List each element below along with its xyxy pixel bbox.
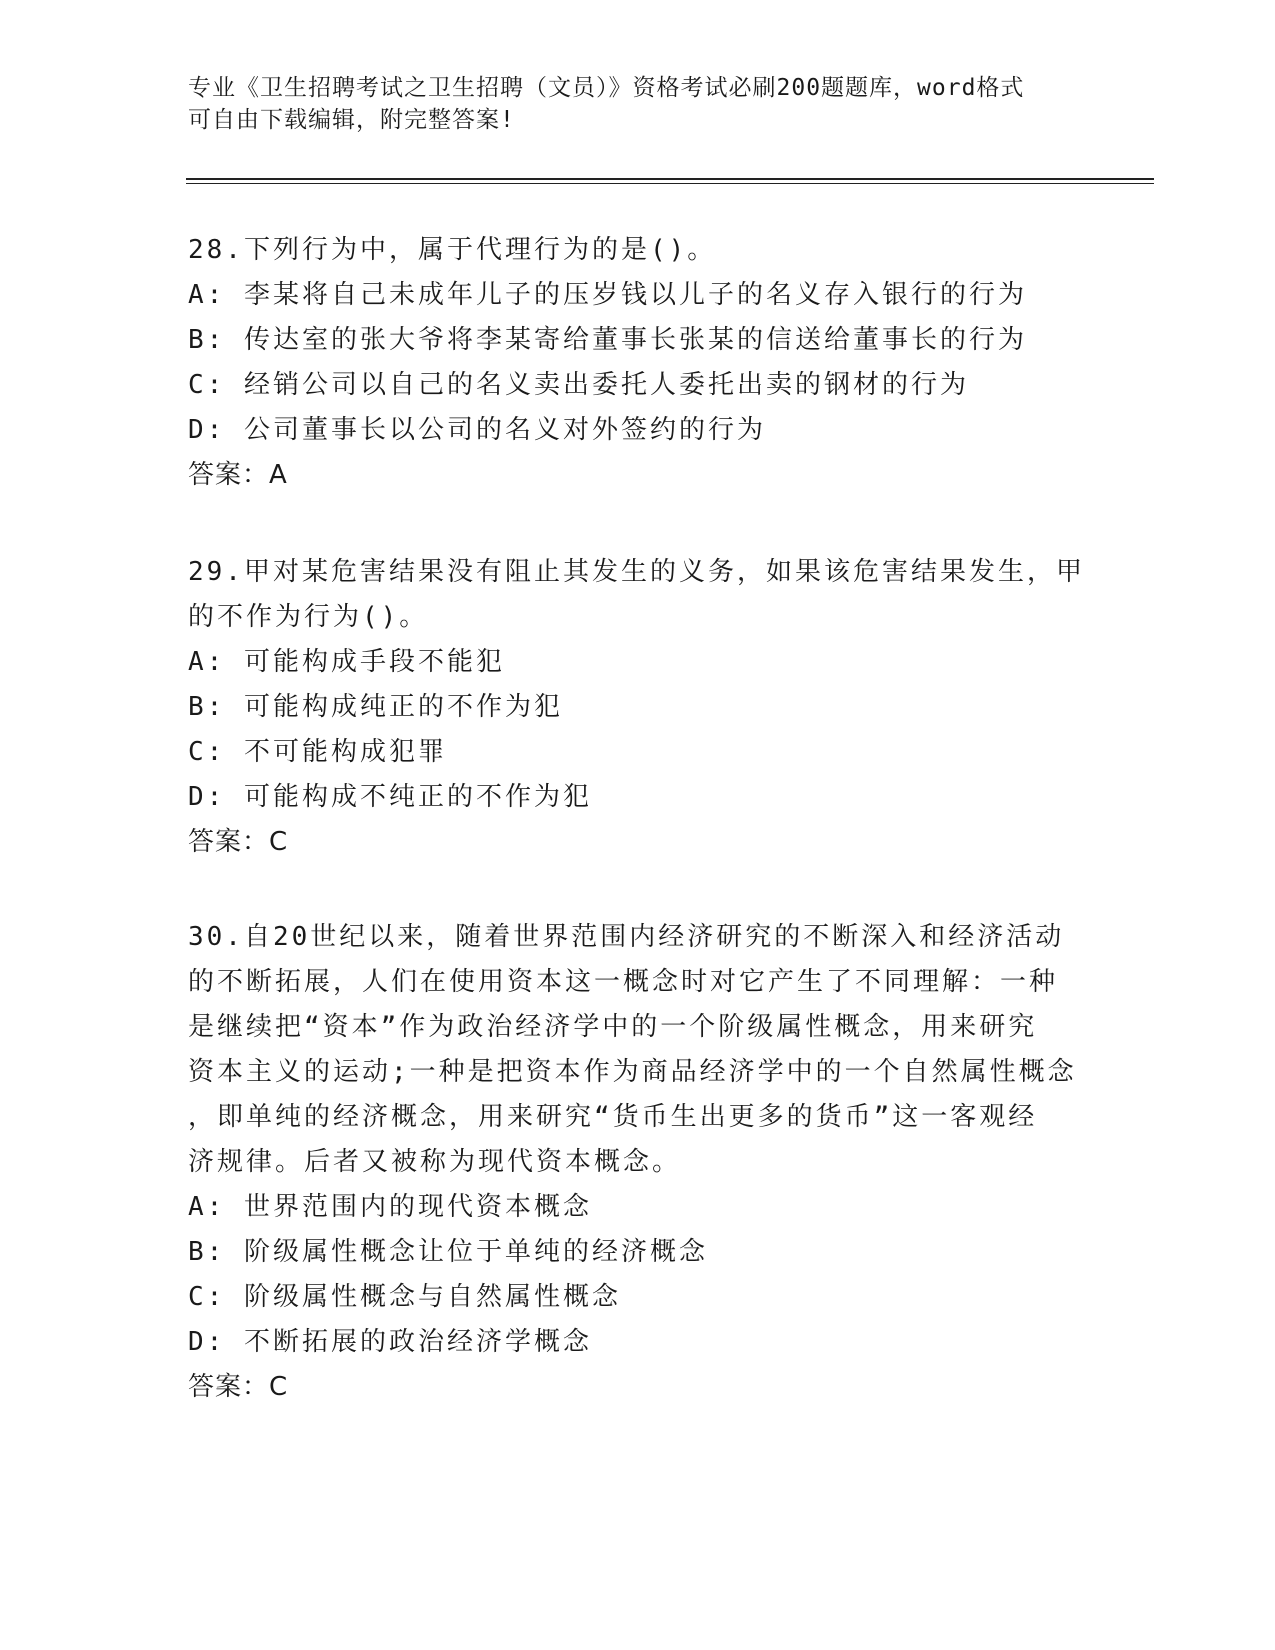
option-d: D: 公司董事长以公司的名义对外签约的行为	[188, 415, 766, 445]
option-b: B: 传达室的张大爷将李某寄给董事长张某的信送给董事长的行为	[188, 325, 1027, 355]
question-stem: 28.下列行为中，属于代理行为的是()。	[188, 235, 717, 265]
option-a: A: 可能构成手段不能犯	[188, 647, 505, 677]
question-stem-line: 29.甲对某危害结果没有阻止其发生的义务，如果该危害结果发生，甲	[188, 557, 1085, 587]
question-stem-line: 的不断拓展，人们在使用资本这一概念时对它产生了不同理解：一种	[188, 967, 1059, 997]
question-stem-line: 30.自20世纪以来，随着世界范围内经济研究的不断深入和经济活动	[188, 922, 1065, 952]
option-d: D: 不断拓展的政治经济学概念	[188, 1327, 592, 1357]
option-c: C: 阶级属性概念与自然属性概念	[188, 1282, 621, 1312]
answer-label: 答案：A	[188, 460, 288, 490]
header-line-2: 可自由下载编辑，附完整答案!	[188, 107, 515, 133]
header-divider	[186, 178, 1154, 184]
question-stem-line: 资本主义的运动;一种是把资本作为商品经济学中的一个自然属性概念	[188, 1057, 1077, 1087]
answer-label: 答案：C	[188, 1372, 289, 1402]
option-b: B: 阶级属性概念让位于单纯的经济概念	[188, 1237, 708, 1267]
question-stem-line: 济规律。后者又被称为现代资本概念。	[188, 1147, 682, 1177]
question-30	[188, 915, 1088, 1410]
question-29	[188, 550, 1088, 865]
option-d: D: 可能构成不纯正的不作为犯	[188, 782, 592, 812]
question-stem-line: 是继续把“资本”作为政治经济学中的一个阶级属性概念，用来研究	[188, 1012, 1038, 1042]
option-a: A: 李某将自己未成年儿子的压岁钱以儿子的名义存入银行的行为	[188, 280, 1027, 310]
option-b: B: 可能构成纯正的不作为犯	[188, 692, 563, 722]
option-c: C: 经销公司以自己的名义卖出委托人委托出卖的钢材的行为	[188, 370, 969, 400]
question-stem-line: 的不作为行为()。	[188, 602, 429, 632]
question-28	[188, 228, 1088, 498]
document-header	[188, 72, 1088, 136]
answer-label: 答案：C	[188, 827, 289, 857]
option-a: A: 世界范围内的现代资本概念	[188, 1192, 592, 1222]
option-c: C: 不可能构成犯罪	[188, 737, 447, 767]
header-line-1: 专业《卫生招聘考试之卫生招聘（文员）》资格考试必刷200题题库，word格式	[188, 75, 1025, 101]
question-stem-line: ，即单纯的经济概念，用来研究“货币生出更多的货币”这一客观经	[188, 1102, 1038, 1132]
